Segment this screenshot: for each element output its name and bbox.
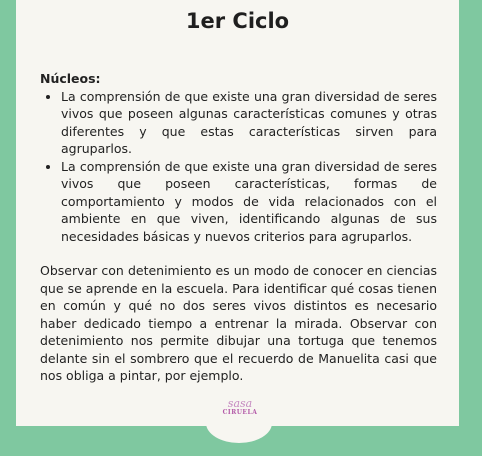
list-item: • La comprensión de que existe una gran diversidad de seres vivos que poseen características, formas de comportamiento y modos de vida relacionados con el ambiente en que viven, identificando algunas de sus necesidades básicas y nuevos criterios para agruparlos. [61, 158, 437, 246]
content-card [16, 0, 459, 426]
list-item: • La comprensión de que existe una gran diversidad de seres vivos que poseen algunas características comunes y otras diferentes y que estas características sirven para agruparlos. [61, 88, 437, 158]
logo-text-top: sasa [227, 397, 253, 410]
body-paragraph: Observar con detenimiento es un modo de conocer en ciencias que se aprende en la escuela. Para identificar qué cosas tienen en común y qué no dos seres vivos distintos es necesario haber dedicado tiempo a entrenar la mirada. Observar con detenimiento nos permite dibujar una tortuga que tenemos delante sin el sombrero que el recuerdo de Manuelita casi que nos obliga a pintar, por ejemplo. [40, 263, 437, 383]
nucleos-list [40, 88, 437, 246]
logo-text-bottom: CIRUELA [222, 409, 258, 416]
nucleos-label: Núcleos: [40, 71, 101, 86]
page-title: 1er Ciclo [185, 9, 290, 33]
logo [219, 398, 261, 417]
content-body [40, 70, 437, 385]
